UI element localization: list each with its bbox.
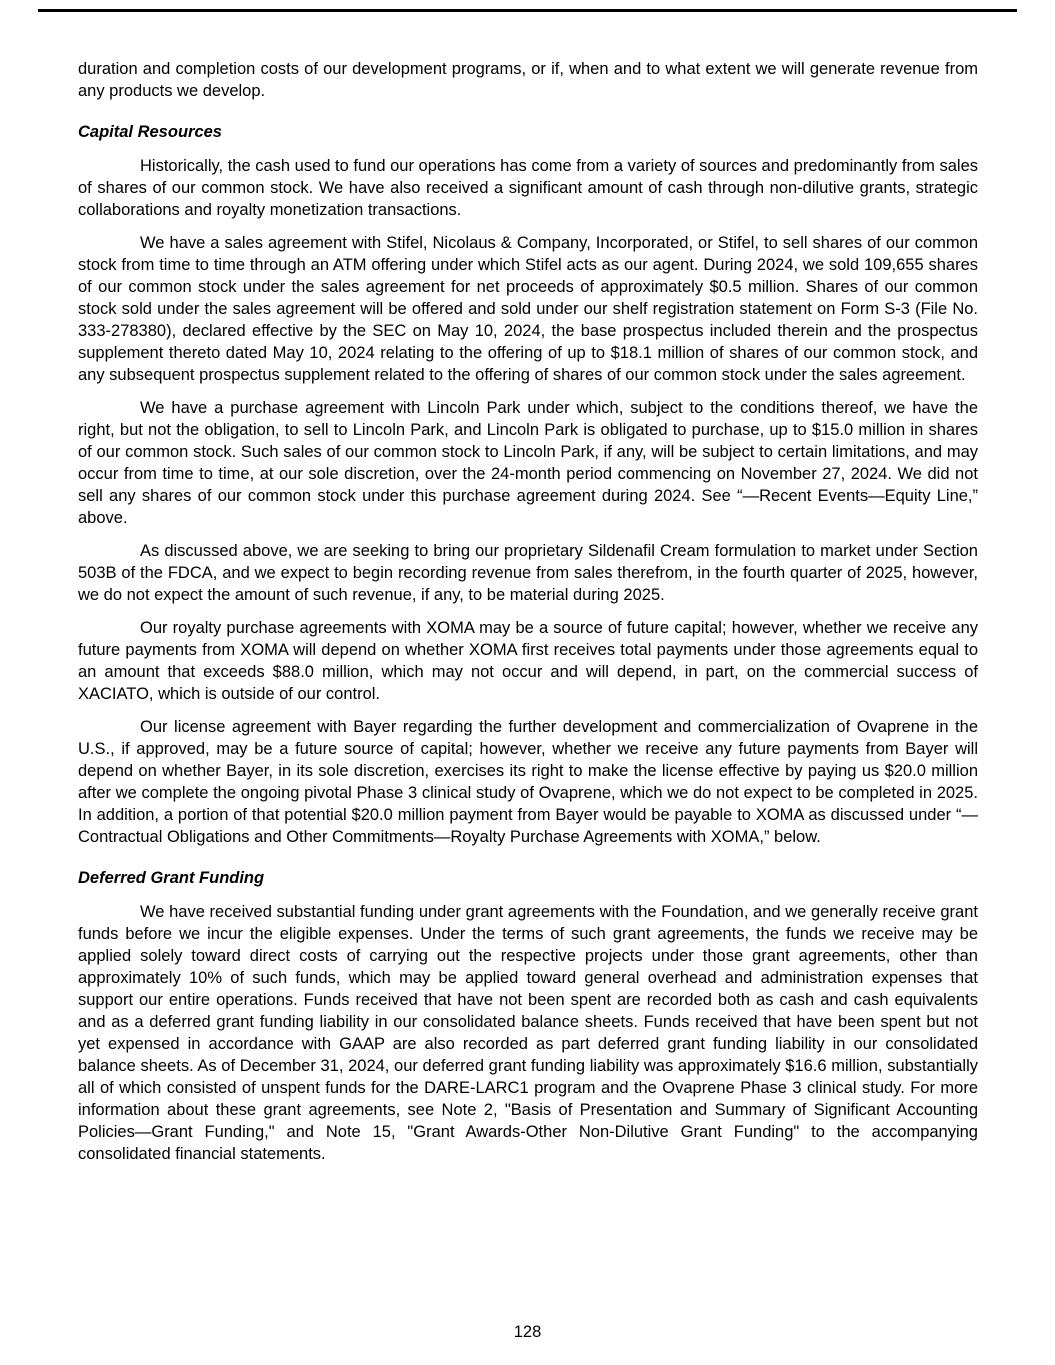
paragraph: We have received substantial funding under grant agreements with the Foundation, and we generally receive grant funds before we incur the eligible expenses. Under the terms of such grant agreements, the funds we receive may be applied solely toward direct costs of carrying out the respective projects under those grant agreements, other than approximately 10% of such funds, which may be applied toward general overhead and administration expenses that support our entire operations. Funds received that have not been spent are recorded both as cash and cash equivalents and as a deferred grant funding liability in our consolidated balance sheets. Funds received that have been spent but not yet expensed in accordance with GAAP are also recorded as part deferred grant funding liability in our consolidated balance sheets. As of December 31, 2024, our deferred grant funding liability was approximately $16.6 million, substantially all of which consisted of unspent funds for the DARE-LARC1 program and the Ovaprene Phase 3 clinical study. For more information about these grant agreements, see Note 2, "Basis of Presentation and Summary of Significant Accounting Policies—Grant Funding," and Note 15, "Grant Awards-Other Non-Dilutive Grant Funding" to the accompanying consolidated financial statements. (78, 903, 978, 1163)
paragraph: Our license agreement with Bayer regarding the further development and commercialization of Ovaprene in the U.S., if approved, may be a future source of capital; however, whether we receive any future payments from Bayer will depend on whether Bayer, in its sole discretion, exercises its right to make the license effective by paying us $20.0 million after we complete the ongoing pivotal Phase 3 clinical study of Ovaprene, which we do not expect to be completed in 2025. In addition, a portion of that potential $20.0 million payment from Bayer would be payable to XOMA as discussed under “—Contractual Obligations and Other Commitments—Royalty Purchase Agreements with XOMA,” below. (78, 718, 978, 846)
section-heading-deferred-grant-funding: Deferred Grant Funding (78, 869, 265, 887)
paragraph: As discussed above, we are seeking to bring our proprietary Sildenafil Cream formulation to market under Section 503B of the FDCA, and we expect to begin recording revenue from sales therefrom, in the fourth quarter of 2025, however, we do not expect the amount of such revenue, if any, to be material during 2025. (78, 542, 978, 604)
paragraph: We have a purchase agreement with Lincoln Park under which, subject to the conditions thereof, we have the right, but not the obligation, to sell to Lincoln Park, and Lincoln Park is obligated to purchase, up to $15.0 million in shares of our common stock. Such sales of our common stock to Lincoln Park, if any, will be subject to certain limitations, and may occur from time to time, at our sole discretion, over the 24-month period commencing on November 27, 2024. We did not sell any shares of our common stock under this purchase agreement during 2024. See “—Recent Events—Equity Line,” above. (78, 399, 978, 527)
continuation-paragraph: duration and completion costs of our development programs, or if, when and to what extent we will generate revenue from any products we develop. (78, 60, 978, 100)
paragraph: Historically, the cash used to fund our operations has come from a variety of sources and predominantly from sales of shares of our common stock. We have also received a significant amount of cash through non-dilutive grants, strategic collaborations and royalty monetization transactions. (78, 157, 978, 219)
page-number: 128 (513, 1323, 542, 1341)
paragraph: Our royalty purchase agreements with XOMA may be a source of future capital; however, whether we receive any future payments from XOMA will depend on whether XOMA first receives total payments under those agreements equal to an amount that exceeds $88.0 million, which may not occur and will depend, in part, on the commercial success of XACIATO, which is outside of our control. (78, 619, 978, 703)
paragraph: We have a sales agreement with Stifel, Nicolaus & Company, Incorporated, or Stifel, to sell shares of our common stock from time to time through an ATM offering under which Stifel acts as our agent. During 2024, we sold 109,655 shares of our common stock under the sales agreement for net proceeds of approximately $0.5 million. Shares of our common stock sold under the sales agreement will be offered and sold under our shelf registration statement on Form S-3 (File No. 333-278380), declared effective by the SEC on May 10, 2024, the base prospectus included therein and the prospectus supplement thereto dated May 10, 2024 relating to the offering of up to $18.1 million of shares of our common stock, and any subsequent prospectus supplement related to the offering of shares of our common stock under the sales agreement. (78, 234, 978, 384)
page-body (78, 58, 978, 1176)
section-heading-capital-resources: Capital Resources (78, 123, 222, 141)
page-top-rule (38, 9, 1017, 12)
